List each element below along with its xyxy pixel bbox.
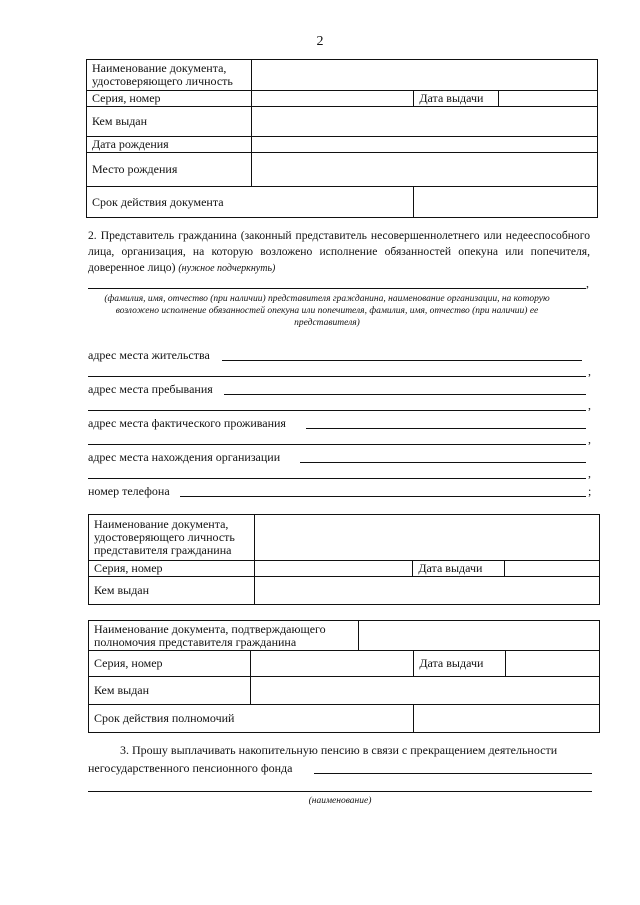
residence-address-line-2[interactable] xyxy=(88,376,586,377)
authority-series-field[interactable] xyxy=(250,651,414,677)
residence-address-line-1[interactable] xyxy=(222,360,582,361)
fund-name-line-1[interactable] xyxy=(314,773,592,774)
authority-doc-name-label: Наименование документа, подтверждающего полномочия представителя гражданина xyxy=(89,621,359,651)
identity-issued-by-label: Кем выдан xyxy=(87,107,252,137)
authority-validity-label: Срок действия полномочий xyxy=(89,705,414,733)
identity-doc-name-field[interactable] xyxy=(251,60,597,91)
representative-identity-table xyxy=(88,514,600,605)
actual-address-line-1[interactable] xyxy=(306,428,586,429)
organization-address-line-1[interactable] xyxy=(300,462,586,463)
rep-series-field[interactable] xyxy=(254,561,413,577)
identity-issue-date-label: Дата выдачи xyxy=(414,91,499,107)
residence-address-label: адрес места жительства xyxy=(88,348,210,362)
page-number: 2 xyxy=(316,34,324,49)
identity-birth-place-field[interactable] xyxy=(251,153,597,187)
representative-name-line[interactable] xyxy=(88,288,586,289)
rep-issue-date-field[interactable] xyxy=(505,561,600,577)
section3-line2: негосударственного пенсионного фонда xyxy=(88,761,293,775)
phone-label: номер телефона xyxy=(88,484,170,498)
identity-validity-label: Срок действия документа xyxy=(87,187,414,218)
authority-issue-date-label: Дата выдачи xyxy=(414,651,506,677)
stay-address-comma: , xyxy=(588,398,591,412)
actual-address-line-2[interactable] xyxy=(88,444,586,445)
authority-document-table xyxy=(88,620,600,733)
organization-address-line-2[interactable] xyxy=(88,478,586,479)
identity-birth-date-label: Дата рождения xyxy=(87,137,252,153)
authority-doc-name-field[interactable] xyxy=(358,621,599,651)
rep-issued-by-label: Кем выдан xyxy=(89,577,255,605)
rep-doc-name-label: Наименование документа, удостоверяющего личность представителя гражданина xyxy=(89,515,255,561)
fund-name-caption: (наименование) xyxy=(308,796,372,806)
representative-name-caption: (фамилия, имя, отчество (при наличии) представителя гражданина, наименование организации, на которую возложено исполнение обязанностей опекуна или попечителя, фамилия, имя, отчество (при наличии) ее представителя) xyxy=(104,294,550,328)
authority-validity-field[interactable] xyxy=(414,705,600,733)
identity-issue-date-field[interactable] xyxy=(499,91,598,107)
stay-address-line-2[interactable] xyxy=(88,410,586,411)
identity-series-field[interactable] xyxy=(251,91,414,107)
stay-address-line-1[interactable] xyxy=(224,394,586,395)
rep-doc-name-field[interactable] xyxy=(254,515,599,561)
residence-address-comma: , xyxy=(588,364,591,378)
representative-name-comma: , xyxy=(586,276,589,290)
identity-issued-by-field[interactable] xyxy=(251,107,597,137)
stay-address-label: адрес места пребывания xyxy=(88,382,213,396)
identity-birth-place-label: Место рождения xyxy=(87,153,252,187)
identity-document-table xyxy=(86,59,598,218)
actual-address-comma: , xyxy=(588,432,591,446)
rep-series-label: Серия, номер xyxy=(89,561,255,577)
section2-text xyxy=(88,228,590,277)
authority-issued-by-label: Кем выдан xyxy=(89,677,251,705)
section3-line1: 3. Прошу выплачивать накопительную пенсию в связи с прекращением деятельности xyxy=(120,743,558,757)
identity-series-label: Серия, номер xyxy=(87,91,252,107)
phone-line[interactable] xyxy=(180,496,586,497)
rep-issued-by-field[interactable] xyxy=(254,577,599,605)
authority-issued-by-field[interactable] xyxy=(250,677,599,705)
actual-address-label: адрес места фактического проживания xyxy=(88,416,286,430)
authority-series-label: Серия, номер xyxy=(89,651,251,677)
phone-semicolon: ; xyxy=(588,484,592,498)
section2-body: 2. Представитель гражданина (законный представитель несовершеннолетнего или недееспособного лица, организация, на которую возложено исполнение обязанностей опекуна или попечителя, доверенное лицо) xyxy=(88,229,590,274)
fund-name-line-2[interactable] xyxy=(88,791,592,792)
organization-address-comma: , xyxy=(588,466,591,480)
section2-hint: (нужное подчеркнуть) xyxy=(178,263,276,274)
identity-validity-field[interactable] xyxy=(414,187,598,218)
identity-birth-date-field[interactable] xyxy=(251,137,597,153)
identity-doc-name-label: Наименование документа, удостоверяющего личность xyxy=(87,60,252,91)
rep-issue-date-label: Дата выдачи xyxy=(413,561,505,577)
authority-issue-date-field[interactable] xyxy=(506,651,600,677)
organization-address-label: адрес места нахождения организации xyxy=(88,450,281,464)
